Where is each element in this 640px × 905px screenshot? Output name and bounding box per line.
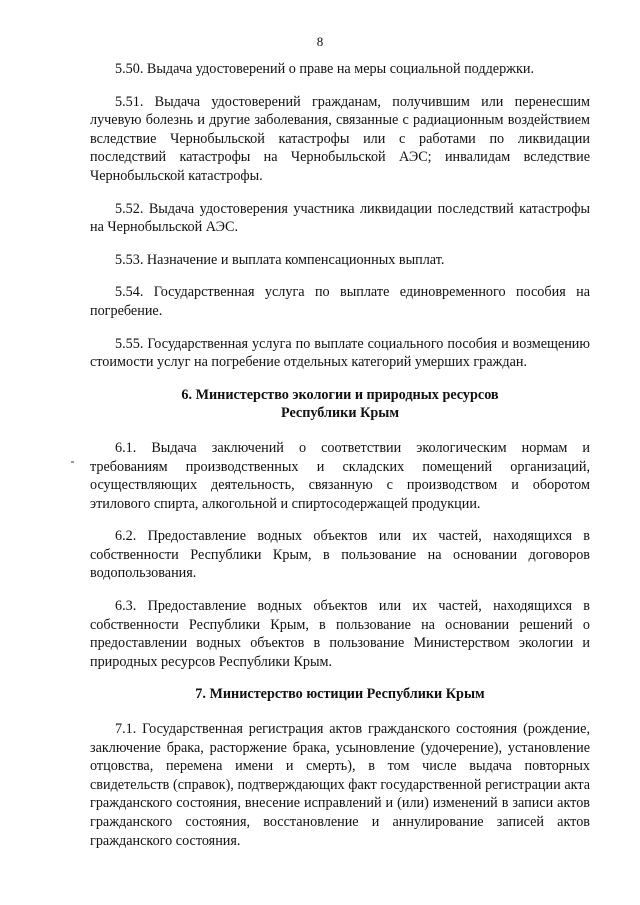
section-6-heading [90, 386, 590, 423]
item-5-54: 5.54. Государственная услуга по выплате единовременного пособия на погребение. [90, 284, 590, 319]
margin-mark [71, 461, 74, 463]
section-6-heading-line1: 6. Министерство экологии и природных ресурсов [181, 386, 499, 403]
item-5-52: 5.52. Выдача удостоверения участника ликвидации последствий катастрофы на Чернобыльской АЭС. [90, 200, 590, 236]
page-number: 8 [316, 34, 324, 49]
item-6-3: 6.3. Предоставление водных объектов или их частей, находящихся в собственности Республики Крым, в пользование на основании решений о предоставлении водных объектов в пользование Министерством экологии и природных ресурсов Республики Крым. [90, 598, 590, 670]
document-body [90, 60, 590, 864]
item-6-1: 6.1. Выдача заключений о соответствии экологическим нормам и требованиям производственных и складских помещений организаций, осуществляющих деятельность, связанную с производством и оборотом этилового спирта, алкогольной и спиртосодержащей продукции. [90, 439, 590, 512]
item-6-2: 6.2. Предоставление водных объектов или их частей, находящихся в собственности Республики Крым, в пользование на основании договоров водопользования. [90, 528, 590, 582]
item-5-55: 5.55. Государственная услуга по выплате социального пособия и возмещению стоимости услуг на погребение отдельных категорий умерших граждан. [90, 335, 590, 371]
section-7-heading: 7. Министерство юстиции Республики Крым [195, 686, 485, 703]
item-5-51: 5.51. Выдача удостоверений гражданам, получившим или перенесшим лучевую болезнь и другие заболевания, связанные с радиационным воздействием вследствие Чернобыльской катастрофы или с работами по ликвидации последствий катастрофы на Чернобыльской АЭС; инвалидам вследствие Чернобыльской катастрофы. [90, 93, 590, 184]
item-5-50: 5.50. Выдача удостоверений о праве на меры социальной поддержки. [115, 61, 535, 77]
section-6-heading-line2: Республики Крым [280, 405, 400, 422]
item-5-53: 5.53. Назначение и выплата компенсационных выплат. [115, 251, 445, 268]
item-7-1: 7.1. Государственная регистрация актов гражданского состояния (рождение, заключение брака, расторжение брака, усыновление (удочерение), установление отцовства, перемена имени и смерть), в том числе выдача повторных свидетельств (справок), подтверждающих факт государственной регистрации акта гражданского состояния, внесение исправлений и (или) изменений в записи актов гражданского состояния, восстановление и аннулирование записей актов гражданского состояния. [90, 721, 590, 849]
